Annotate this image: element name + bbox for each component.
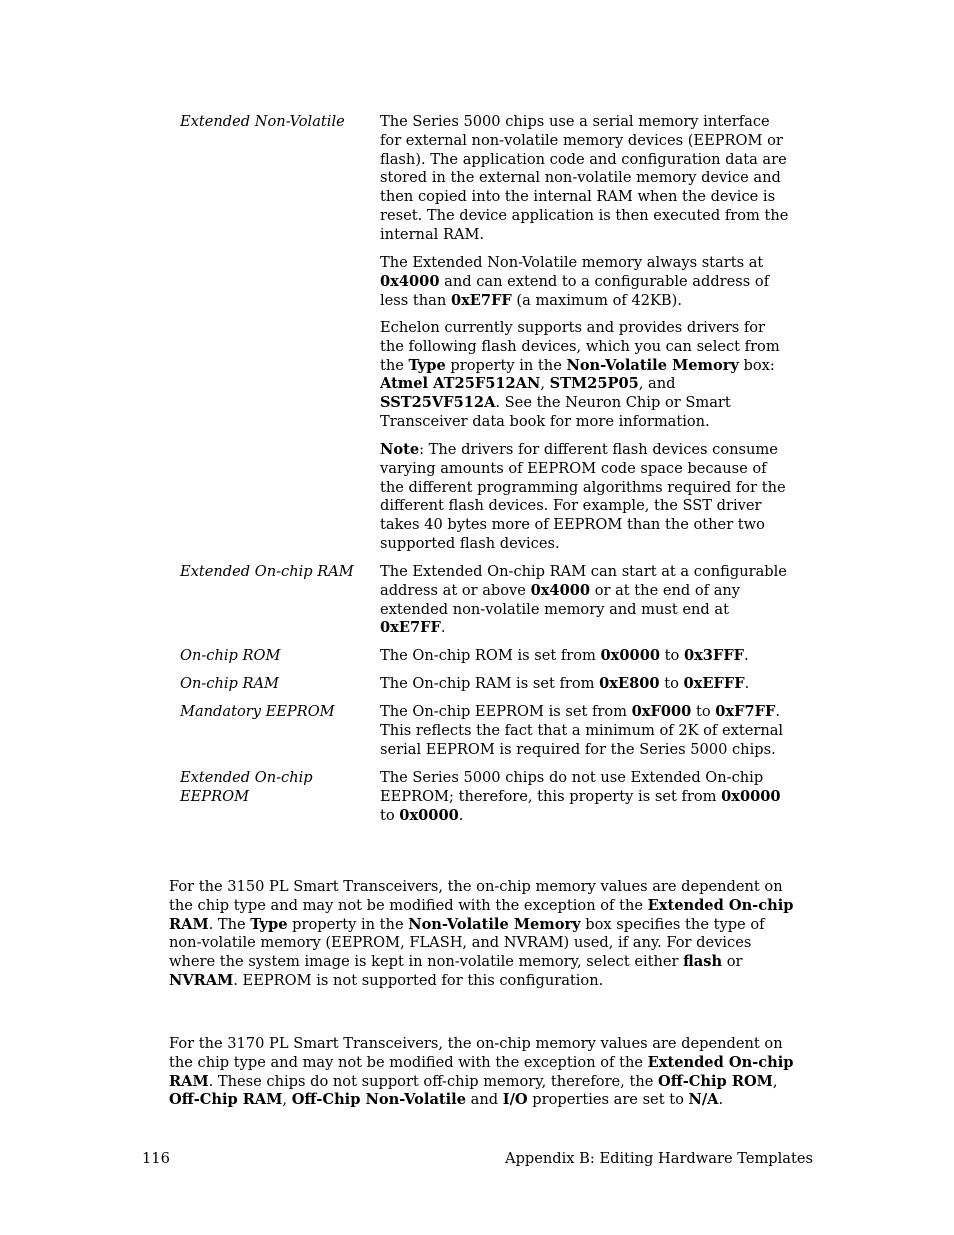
footer-section-title: Appendix B: Editing Hardware Templates xyxy=(505,1150,813,1167)
term-extended-non-volatile: Extended Non-Volatile xyxy=(180,113,345,130)
desc-extended-on-chip-ram: The Extended On-chip RAM can start at a configurable address at or above 0x4000 or at the end of any extended non-volatile memory and must end at 0xE7FF. xyxy=(380,563,787,637)
term-mandatory-eeprom: Mandatory EEPROM xyxy=(180,703,335,720)
paragraph-3150-pl: For the 3150 PL Smart Transceivers, the on-chip memory values are dependent on the chip type and may not be modified with the exception of the Extended On-chip RAM. The Type property in the Non-Volatile Memory box specifies the type of non-volatile memory (EEPROM, FLASH, and NVRAM) used, if any. For devices where the system image is kept in non-volatile memory, select either flash or NVRAM. EEPROM is not supported for this configuration. xyxy=(169,878,794,989)
desc-on-chip-ram: The On-chip RAM is set from 0xE800 to 0xEFFF. xyxy=(380,675,750,692)
desc-extended-non-volatile-1: The Series 5000 chips use a serial memory interface for external non-volatile memory devices (EEPROM or flash). The application code and configuration data are stored in the external non-volatile memory device and then copied into the internal RAM when the device is reset. The device application is then executed from the internal RAM. xyxy=(380,113,789,243)
term-extended-on-chip-ram: Extended On-chip RAM xyxy=(180,563,354,580)
desc-extended-on-chip-eeprom: The Series 5000 chips do not use Extended On-chip EEPROM; therefore, this property is set from 0x0000 to 0x0000. xyxy=(380,769,781,824)
term-on-chip-ram: On-chip RAM xyxy=(180,675,279,692)
desc-extended-non-volatile-2: The Extended Non-Volatile memory always starts at 0x4000 and can extend to a configurable address of less than 0xE7FF (a maximum of 42KB). xyxy=(380,254,770,309)
term-on-chip-rom: On-chip ROM xyxy=(180,647,281,664)
desc-on-chip-rom: The On-chip ROM is set from 0x0000 to 0x3FFF. xyxy=(380,647,749,664)
desc-extended-non-volatile-note: Note: The drivers for different flash devices consume varying amounts of EEPROM code space because of the different programming algorithms required for the different flash devices. For example, the SST driver takes 40 bytes more of EEPROM than the other two supported flash devices. xyxy=(380,441,786,552)
desc-extended-non-volatile-3: Echelon currently supports and provides drivers for the following flash devices, which you can select from the Type property in the Non-Volatile Memory box: Atmel AT25F512AN, STM25P05, and SST25VF512A. See the Neuron Chip or Smart Transceiver data book for more information. xyxy=(380,319,780,430)
page-number: 116 xyxy=(142,1150,170,1167)
paragraph-3170-pl: For the 3170 PL Smart Transceivers, the on-chip memory values are dependent on the chip type and may not be modified with the exception of the Extended On-chip RAM. These chips do not support off-chip memory, therefore, the Off-Chip ROM, Off-Chip RAM, Off-Chip Non-Volatile and I/O properties are set to N/A. xyxy=(169,1035,794,1109)
term-extended-on-chip-eeprom: Extended On-chip EEPROM xyxy=(180,769,313,805)
desc-mandatory-eeprom: The On-chip EEPROM is set from 0xF000 to 0xF7FF. This reflects the fact that a minimum of 2K of external serial EEPROM is required for the Series 5000 chips. xyxy=(380,703,784,758)
